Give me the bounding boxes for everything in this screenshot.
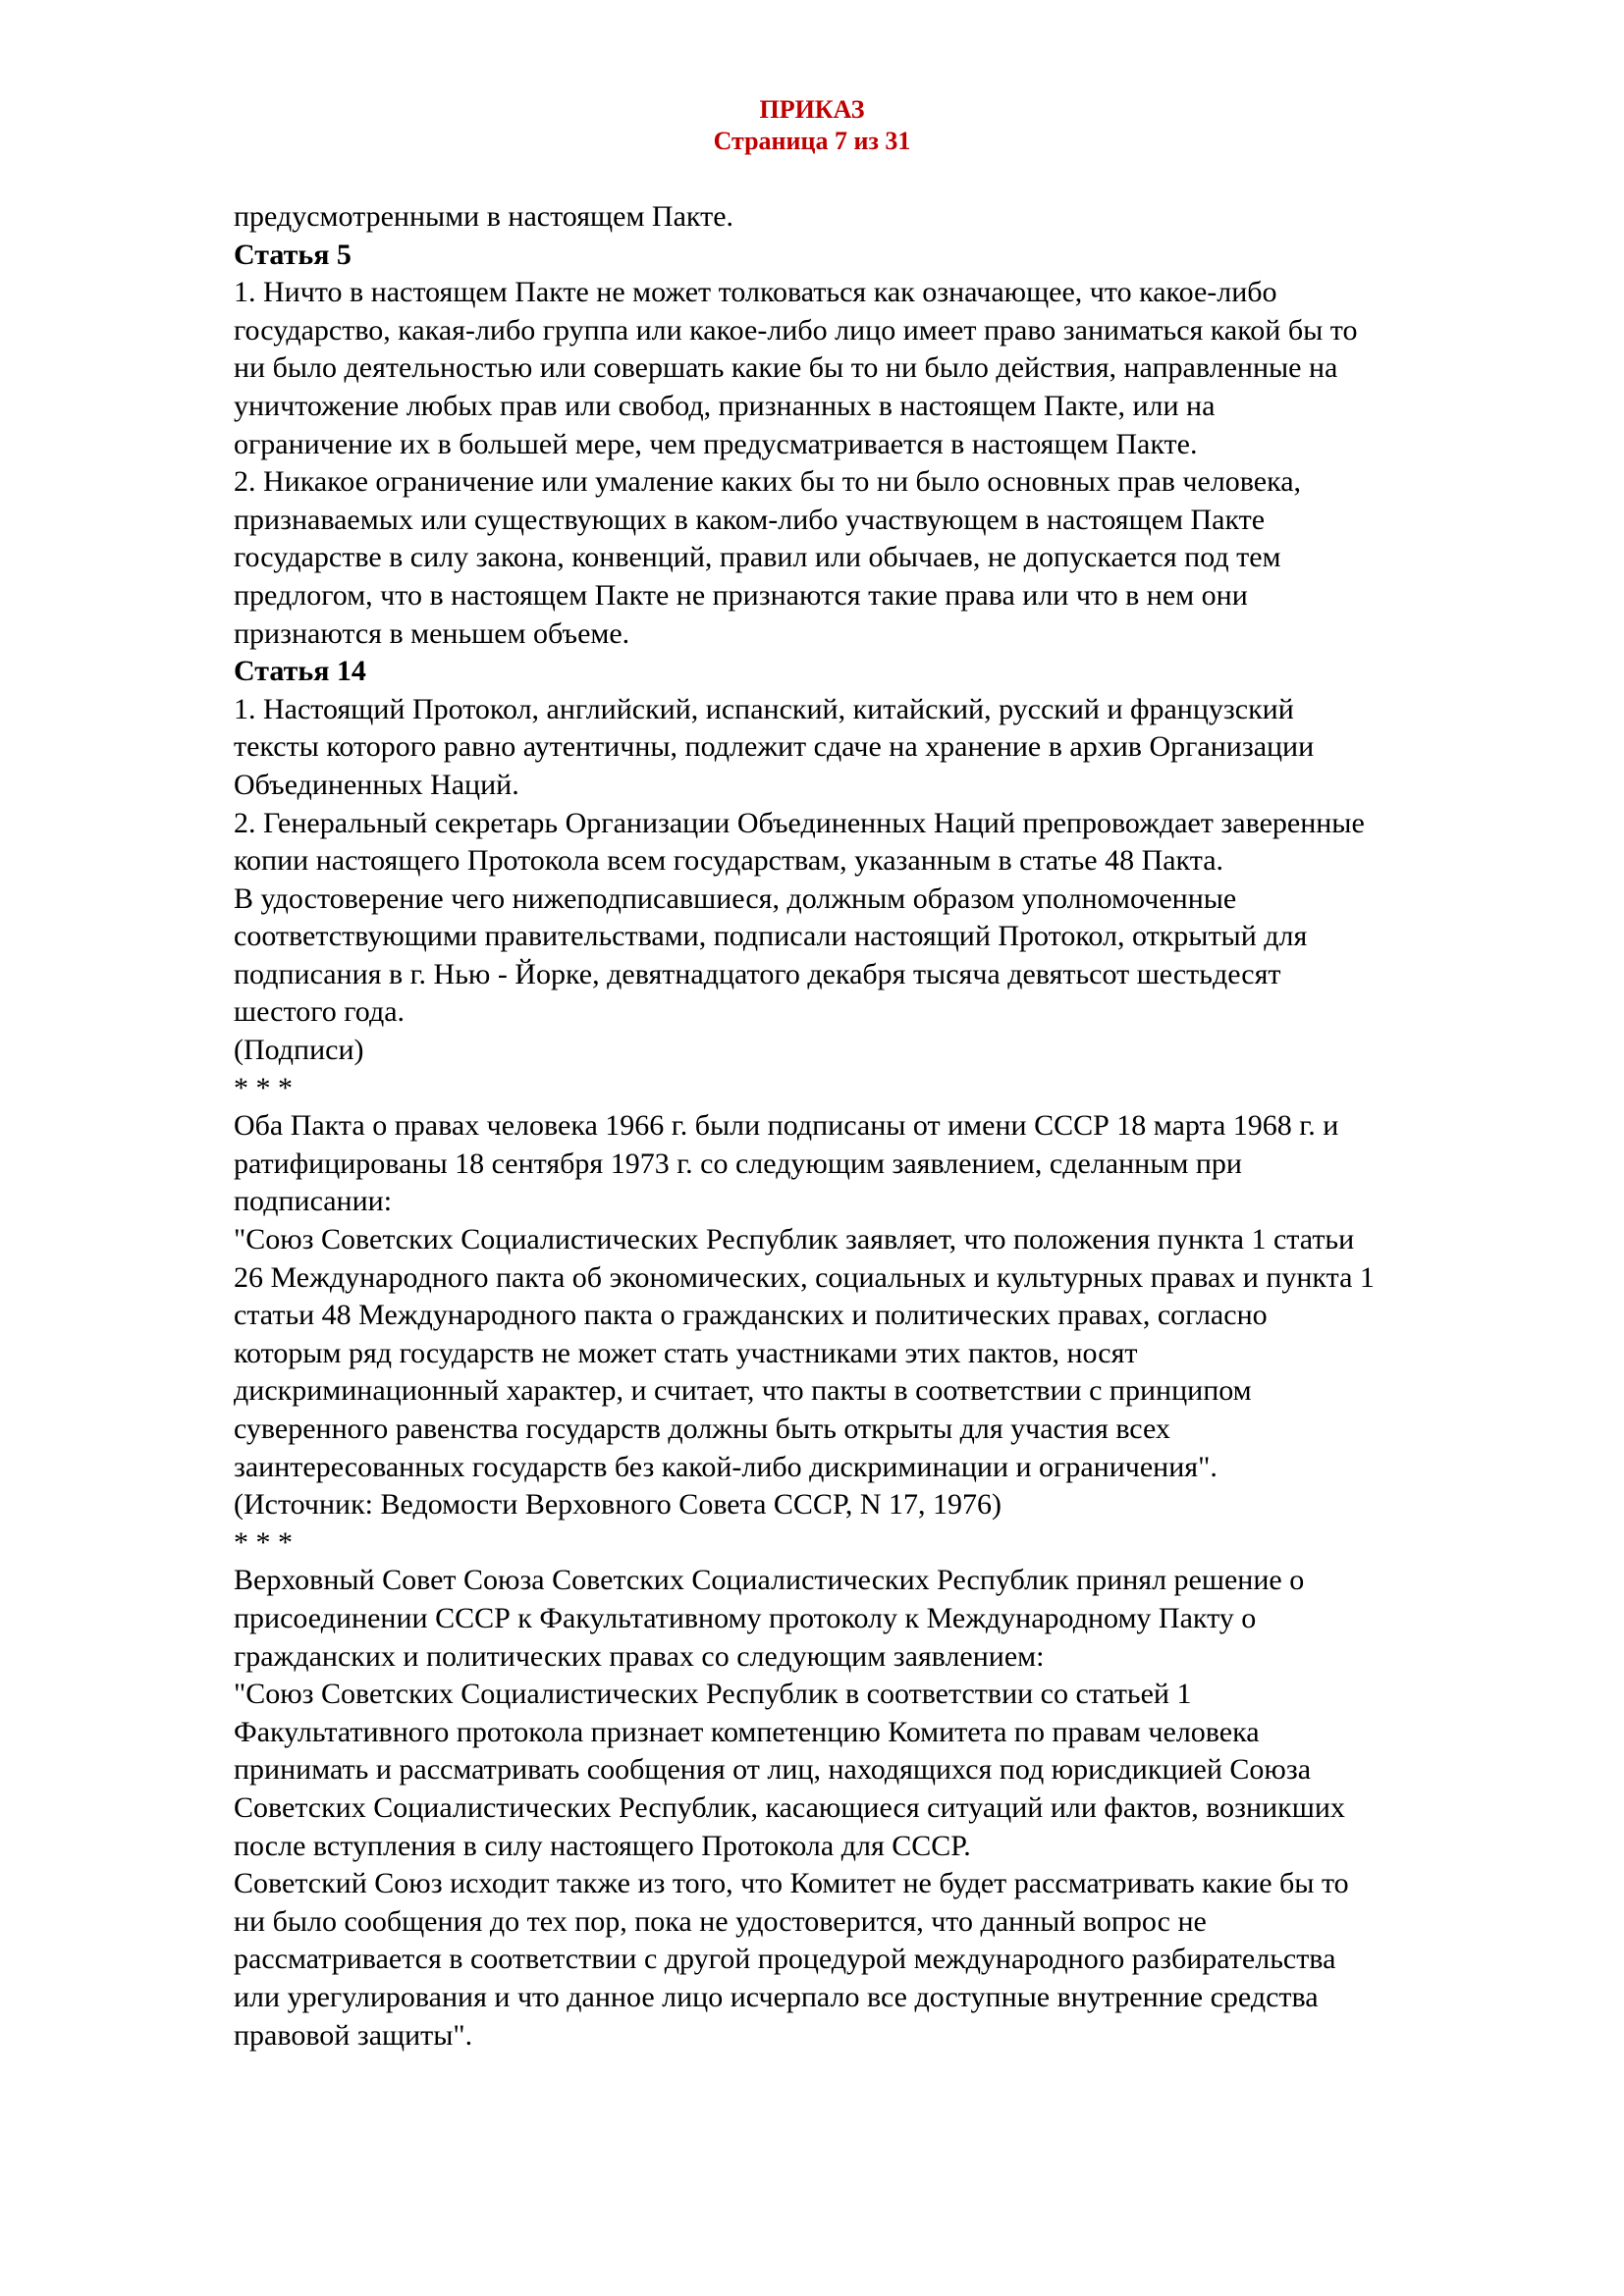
body-text-line: (Источник: Ведомости Верховного Совета СССР, N 17, 1976) [234, 1488, 1002, 1522]
article-heading: Статья 5 [234, 238, 352, 271]
article-heading: Статья 14 [234, 655, 366, 688]
body-text-line: * * * [234, 1071, 293, 1104]
body-text-line: правовой защиты". [234, 2018, 473, 2052]
body-text-line: копии настоящего Протокола всем государствам, указанным в статье 48 Пакта. [234, 844, 1224, 878]
body-text-line: подписании: [234, 1185, 393, 1218]
document-title: ПРИКАЗ [759, 95, 865, 124]
document-body [234, 198, 1540, 2055]
body-text-line: Оба Пакта о правах человека 1966 г. были подписаны от имени СССР 18 марта 1968 г. и [234, 1109, 1339, 1143]
body-text-line: дискриминационный характер, и считает, что пакты в соответствии с принципом [234, 1374, 1252, 1408]
body-text-line: государстве в силу закона, конвенций, правил или обычаев, не допускается под тем [234, 541, 1281, 574]
body-text-line: ни было сообщения до тех пор, пока не удостоверится, что данный вопрос не [234, 1904, 1207, 1938]
body-text-line: "Союз Советских Социалистических Республик в соответствии со статьей 1 [234, 1678, 1192, 1711]
body-text-line: 1. Настоящий Протокол, английский, испанский, китайский, русский и французский [234, 692, 1294, 725]
body-text-line: предусмотренными в настоящем Пакте. [234, 200, 734, 233]
body-text-line: Советский Союз исходит также из того, что Комитет не будет рассматривать какие бы то [234, 1867, 1349, 1900]
body-text-line: или урегулирования и что данное лицо исчерпало все доступные внутренние средства [234, 1980, 1319, 2013]
body-text-line: 1. Ничто в настоящем Пакте не может толковаться как означающее, что какое-либо [234, 276, 1277, 309]
body-text-line: ратифицированы 18 сентября 1973 г. со следующим заявлением, сделанным при [234, 1147, 1242, 1180]
body-text-line: признаваемых или существующих в каком-либо участвующем в настоящем Пакте [234, 503, 1266, 536]
body-text-line: 2. Никакое ограничение или умаление каких бы то ни было основных прав человека, [234, 465, 1302, 499]
body-text-line: уничтожение любых прав или свобод, признанных в настоящем Пакте, или на [234, 389, 1216, 422]
page-number: Страница 7 из 31 [713, 127, 911, 155]
body-text-line: Факультативного протокола признает компетенцию Комитета по правам человека [234, 1715, 1260, 1748]
body-text-line: гражданских и политических правах со следующим заявлением: [234, 1639, 1045, 1673]
body-text-line: шестого года. [234, 995, 406, 1029]
body-text-line: тексты которого равно аутентичны, подлежит сдаче на хранение в архив Организации [234, 730, 1315, 764]
body-text-line: которым ряд государств не может стать участниками этих пактов, носят [234, 1336, 1138, 1369]
body-text-line: суверенного равенства государств должны быть открыты для участия всех [234, 1413, 1170, 1445]
body-text-line: признаются в меньшем объеме. [234, 616, 630, 650]
body-text-line: Советских Социалистических Республик, касающиеся ситуаций или фактов, возникших [234, 1790, 1345, 1824]
body-text-line: ограничение их в большей мере, чем предусматривается в настоящем Пакте. [234, 427, 1198, 460]
body-text-line: соответствующими правительствами, подписали настоящий Протокол, открытый для [234, 920, 1308, 953]
body-text-line: В удостоверение чего нижеподписавшиеся, должным образом уполномоченные [234, 881, 1237, 915]
body-text-line: государство, какая-либо группа или какое-либо лицо имеет право заниматься какой бы то [234, 313, 1358, 347]
body-text-line: предлогом, что в настоящем Пакте не признаются такие права или что в нем они [234, 578, 1248, 612]
body-text-line: присоединении СССР к Факультативному протоколу к Международному Пакту о [234, 1601, 1257, 1634]
body-text-line: Верховный Совет Союза Советских Социалистических Республик принял решение о [234, 1564, 1305, 1597]
body-text-line: Объединенных Наций. [234, 768, 519, 801]
page-header [0, 94, 1624, 157]
body-text-line: 26 Международного пакта об экономических, социальных и культурных правах и пункта 1 [234, 1260, 1375, 1294]
body-text-line: статьи 48 Международного пакта о гражданских и политических правах, согласно [234, 1299, 1268, 1332]
body-text-line: рассматривается в соответствии с другой процедурой международного разбирательства [234, 1943, 1336, 1976]
body-text-line: * * * [234, 1525, 293, 1559]
body-text-line: принимать и рассматривать сообщения от лиц, находящихся под юрисдикцией Союза [234, 1753, 1312, 1787]
body-text-line: подписания в г. Нью - Йорке, девятнадцатого декабря тысяча девятьсот шестьдесят [234, 957, 1281, 990]
body-text-line: после вступления в силу настоящего Протокола для СССР. [234, 1829, 971, 1862]
body-text-line: "Союз Советских Социалистических Республик заявляет, что положения пункта 1 статьи [234, 1223, 1355, 1256]
body-text-line: 2. Генеральный секретарь Организации Объединенных Наций препровождает заверенные [234, 806, 1365, 839]
body-text-line: заинтересованных государств без какой-либо дискриминации и ограничения". [234, 1450, 1218, 1483]
body-text-line: (Подписи) [234, 1034, 364, 1067]
body-text-line: ни было деятельностью или совершать какие бы то ни было действия, направленные на [234, 351, 1338, 385]
